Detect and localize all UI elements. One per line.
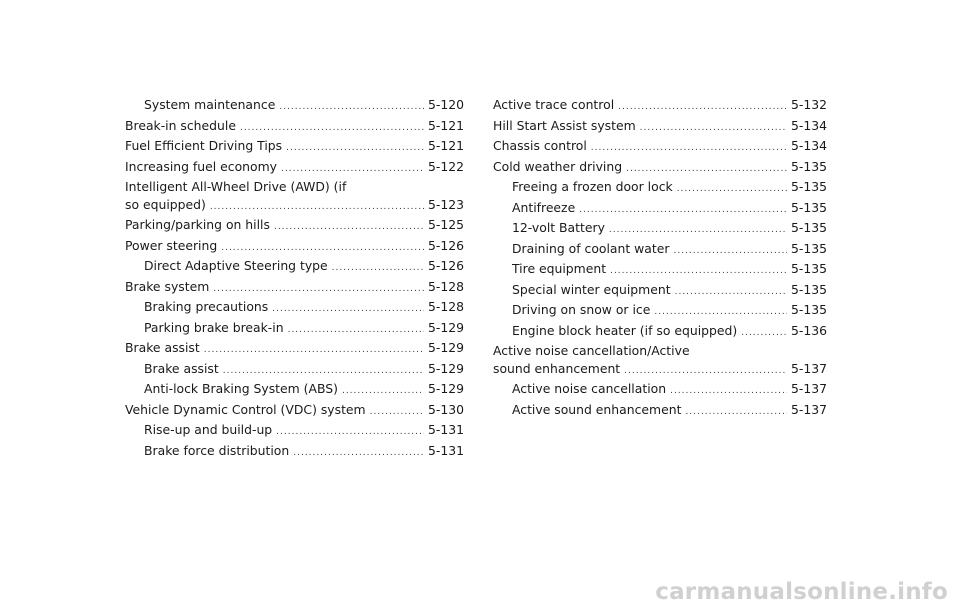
toc-entry-page: 5-136 [790,322,827,338]
toc-entry[interactable] [125,158,464,179]
toc-entry[interactable] [125,421,464,442]
toc-entry-title: Increasing fuel economy [125,158,277,174]
toc-entry[interactable] [493,137,827,158]
toc-entry[interactable] [493,342,827,380]
toc-entry-title: Brake assist [125,340,200,355]
toc-entry[interactable] [493,301,827,322]
toc-entry[interactable] [493,380,827,401]
toc-entry-title: so equipped) [125,196,206,212]
toc-entry-title: Break-in schedule [125,117,236,133]
toc-entry-page: 5-135 [790,158,827,174]
toc-entry-page: 5-126 [427,237,464,253]
toc-entry[interactable] [125,442,464,463]
toc-entry-page: 5-129 [427,360,464,376]
dot-leader [370,404,424,422]
toc-entry-title: Draining of coolant water [512,240,670,256]
toc-right-column [493,96,827,421]
toc-entry-title: Driving on snow or ice [512,302,651,317]
toc-entry-title: Braking precautions [144,299,269,314]
toc-entry-title: Hill Start Assist system [493,117,636,133]
toc-entry[interactable] [493,219,827,240]
dot-leader [579,202,787,220]
toc-entry-title: Special winter equipment [512,281,671,297]
dot-leader [675,284,787,302]
dot-leader [332,260,424,278]
dot-leader [610,263,787,281]
toc-entry-page: 5-135 [790,199,827,215]
toc-entry[interactable] [125,117,464,138]
toc-entry-title: Active sound enhancement [512,401,682,417]
toc-entry-title: Active trace control [493,97,615,112]
toc-entry[interactable] [125,137,464,158]
dot-leader [221,240,424,258]
toc-entry[interactable] [493,96,827,117]
dot-leader [624,363,787,381]
toc-entry[interactable] [125,278,464,299]
toc-entry-title: Brake system [125,278,210,294]
toc-entry-title: Vehicle Dynamic Control (VDC) system [125,401,366,417]
toc-entry-title: Tire equipment [512,261,607,276]
toc-entry-page: 5-137 [790,401,827,417]
toc-entry[interactable] [125,257,464,278]
toc-entry[interactable] [125,216,464,237]
toc-entry-page: 5-134 [790,138,827,153]
dot-leader [670,383,787,401]
dot-leader [293,445,424,463]
toc-entry-page: 5-131 [427,422,464,437]
toc-entry-title: Chassis control [493,138,587,153]
dot-leader [654,304,787,322]
dot-leader [274,219,424,237]
toc-entry-title: Anti-lock Braking System (ABS) [144,381,338,396]
dot-leader [609,222,787,240]
dot-leader [276,424,424,442]
dot-leader [286,140,424,158]
dot-leader [673,243,787,261]
dot-leader [272,301,424,319]
dot-leader [640,120,787,138]
toc-entry[interactable] [125,401,464,422]
toc-entry-title: Parking brake break-in [144,319,284,335]
toc-entry-page: 5-135 [790,302,827,317]
toc-entry-page: 5-135 [790,261,827,276]
toc-entry-page: 5-135 [790,240,827,256]
toc-entry-page: 5-135 [790,179,827,194]
toc-entry-title: Power steering [125,237,218,253]
toc-entry[interactable] [125,319,464,340]
dot-leader [591,140,787,158]
toc-entry-page: 5-129 [427,340,464,355]
toc-entry-page: 5-125 [427,217,464,232]
toc-entry-page: 5-137 [790,360,827,376]
dot-leader [204,342,424,360]
dot-leader [685,404,787,422]
toc-entry-page: 5-123 [427,196,464,212]
dot-leader [210,199,424,217]
toc-entry-page: 5-129 [427,381,464,396]
toc-entry[interactable] [493,117,827,138]
dot-leader [223,363,424,381]
dot-leader [213,281,424,299]
dot-leader [240,120,424,138]
dot-leader [677,181,787,199]
toc-entry-title: 12-volt Battery [512,220,605,235]
toc-entry-page: 5-129 [427,319,464,335]
toc-entry-title: Engine block heater (if so equipped) [512,322,738,338]
toc-entry-title: Rise-up and build-up [144,422,273,437]
dot-leader [281,161,424,179]
toc-entry[interactable] [493,322,827,343]
toc-entry-page: 5-132 [790,97,827,112]
toc-entry[interactable] [493,260,827,281]
toc-entry-page: 5-137 [790,381,827,396]
toc-entry[interactable] [493,199,827,220]
toc-entry-page: 5-128 [427,299,464,314]
toc-entry[interactable] [493,401,827,422]
toc-entry-title: Antifreeze [512,199,576,215]
toc-entry-page: 5-126 [427,258,464,273]
toc-entry-title-line1: Intelligent All-Wheel Drive (AWD) (if [125,179,347,194]
toc-entry[interactable] [493,178,827,199]
toc-entry[interactable] [493,281,827,302]
toc-entry[interactable] [125,237,464,258]
dot-leader [626,161,787,179]
toc-entry-page: 5-131 [427,442,464,458]
toc-entry-page: 5-135 [790,220,827,235]
toc-entry-title: Fuel Efficient Driving Tips [125,138,283,153]
toc-entry-title: Parking/parking on hills [125,217,270,232]
dot-leader [288,322,424,340]
dot-leader [279,99,424,117]
toc-entry-page: 5-122 [427,158,464,174]
toc-entry[interactable] [125,380,464,401]
toc-entry-title: Freeing a frozen door lock [512,179,673,194]
toc-entry-page: 5-121 [427,138,464,153]
toc-entry-page: 5-120 [427,97,464,112]
dot-leader [342,383,424,401]
toc-entry[interactable] [125,298,464,319]
toc-left-column [125,96,464,462]
toc-entry-page: 5-135 [790,281,827,297]
toc-entry-title: System maintenance [144,97,276,112]
toc-entry-page: 5-121 [427,117,464,133]
toc-entry[interactable] [125,339,464,360]
toc-entry-page: 5-134 [790,117,827,133]
dot-leader [741,325,787,343]
toc-entry-title: Active noise cancellation [512,381,667,396]
toc-entry-title: sound enhancement [493,360,621,376]
watermark-text: carmanualsonline.info [655,579,948,605]
toc-entry-page: 5-130 [427,401,464,417]
toc-entry[interactable] [493,240,827,261]
toc-entry[interactable] [125,360,464,381]
toc-entry-title-line1: Active noise cancellation/Active [493,343,690,358]
toc-entry[interactable] [125,178,464,216]
toc-entry-title: Cold weather driving [493,158,623,174]
toc-entry[interactable] [125,96,464,117]
toc-entry[interactable] [493,158,827,179]
toc-entry-title: Brake assist [144,360,219,376]
toc-entry-title: Brake force distribution [144,442,290,458]
toc-entry-page: 5-128 [427,278,464,294]
dot-leader [618,99,787,117]
toc-entry-title: Direct Adaptive Steering type [144,258,328,273]
